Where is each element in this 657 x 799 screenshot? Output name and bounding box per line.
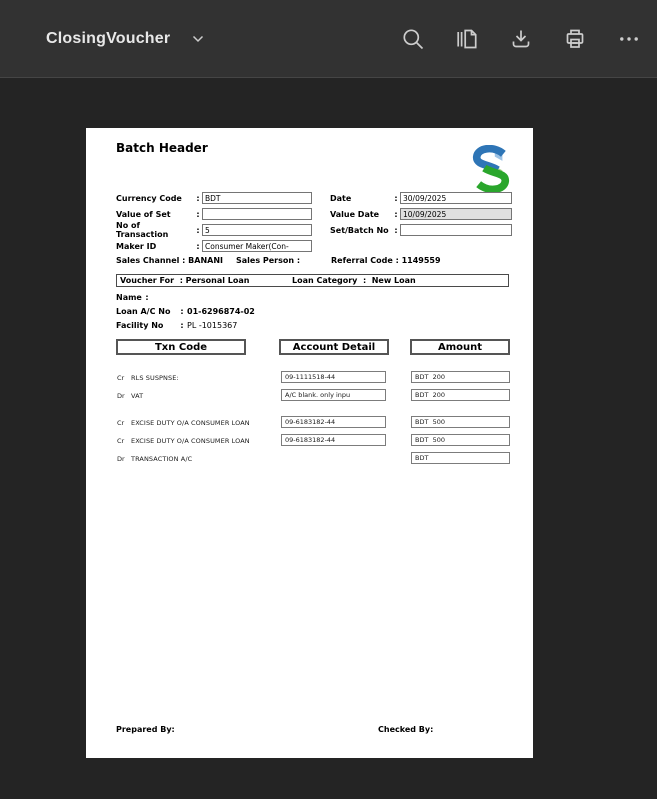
referral-code-text: Referral Code : 1149559 <box>331 256 441 265</box>
info-label: Facility No <box>116 320 164 330</box>
facility-no-value: PL -1015367 <box>187 320 238 330</box>
standard-chartered-logo <box>472 145 510 197</box>
checked-by-label: Checked By: <box>378 725 434 734</box>
info-label: Name <box>116 292 142 302</box>
search-button[interactable] <box>400 26 426 52</box>
field-label: Value Date <box>330 209 380 219</box>
account-detail-input[interactable]: 09-1111518-44 <box>281 371 386 383</box>
loan-ac-no-value: 01-6296874-02 <box>187 306 255 316</box>
field-label: Date <box>330 193 352 203</box>
info-row-facility-no <box>116 319 237 331</box>
bank-logo-icon <box>472 145 510 193</box>
drcr-indicator: Dr <box>117 455 125 463</box>
info-row-loan-ac-no <box>116 305 255 317</box>
pdf-page <box>86 128 533 758</box>
txn-name: EXCISE DUTY O/A CONSUMER LOAN <box>131 419 250 427</box>
field-value-date <box>330 208 512 220</box>
sales-person-text: Sales Person : <box>236 256 301 265</box>
download-icon <box>509 27 533 51</box>
separator: : <box>394 209 398 219</box>
separator: : <box>180 320 184 330</box>
amount-input[interactable]: BDT <box>411 452 510 464</box>
prepared-by-label: Prepared By: <box>116 725 175 734</box>
field-label: Value of Set <box>116 209 171 219</box>
txn-name: VAT <box>131 392 144 400</box>
field-label: No of Transaction <box>116 221 169 239</box>
header-amount: Amount <box>410 339 510 355</box>
print-icon <box>563 27 587 51</box>
amount-input[interactable]: BDT 200 <box>411 389 510 401</box>
account-detail-input[interactable]: 09-6183182-44 <box>281 416 386 428</box>
search-icon <box>401 27 425 51</box>
set-batch-no-input[interactable] <box>400 224 512 236</box>
separator: : <box>180 306 184 316</box>
separator: : <box>145 292 149 302</box>
field-label: Set/Batch No <box>330 225 389 235</box>
loan-category-text: Loan Category : New Loan <box>292 276 416 285</box>
txn-name: TRANSACTION A/C <box>131 455 193 463</box>
account-detail-input[interactable]: A/C blank. only inpu <box>281 389 386 401</box>
info-label: Loan A/C No <box>116 306 171 316</box>
separator: : <box>196 225 200 235</box>
pdf-viewer-toolbar <box>0 0 657 78</box>
info-row-name <box>116 291 152 303</box>
header-txn-code: Txn Code <box>116 339 246 355</box>
date-input[interactable]: 30/09/2025 <box>400 192 512 204</box>
header-account-detail: Account Detail <box>279 339 389 355</box>
field-label: Maker ID <box>116 241 157 251</box>
field-set-batch-no <box>330 224 512 236</box>
maker-id-input[interactable]: Consumer Maker(Con- <box>202 240 312 252</box>
chevron-down-icon <box>192 35 204 43</box>
table-row <box>86 389 533 402</box>
download-button[interactable] <box>508 26 534 52</box>
more-icon <box>617 27 641 51</box>
value-of-set-input[interactable] <box>202 208 312 220</box>
txn-name: RLS SUSPNSE: <box>131 374 179 382</box>
table-row <box>86 371 533 384</box>
table-row <box>86 434 533 447</box>
account-detail-input[interactable]: 09-6183182-44 <box>281 434 386 446</box>
separator: : <box>196 241 200 251</box>
drcr-indicator: Dr <box>117 392 125 400</box>
separator: : <box>394 193 398 203</box>
field-maker-id <box>116 240 312 252</box>
table-row <box>86 416 533 429</box>
drcr-indicator: Cr <box>117 437 125 445</box>
toolbar-actions <box>400 26 657 52</box>
pages-icon <box>455 27 479 51</box>
drcr-indicator: Cr <box>117 419 125 427</box>
print-button[interactable] <box>562 26 588 52</box>
more-options-button[interactable] <box>616 26 642 52</box>
page-title: Batch Header <box>116 141 208 155</box>
sales-channel-text: Sales Channel : BANANI <box>116 256 224 265</box>
field-currency-code <box>116 192 312 204</box>
currency-code-input[interactable]: BDT <box>202 192 312 204</box>
drcr-indicator: Cr <box>117 374 125 382</box>
sales-row <box>86 256 533 268</box>
separator: : <box>394 225 398 235</box>
separator: : <box>196 193 200 203</box>
voucher-for-text: Voucher For : Personal Loan <box>120 276 250 285</box>
field-label: Currency Code <box>116 193 182 203</box>
amount-input[interactable]: BDT 500 <box>411 434 510 446</box>
field-value-of-set <box>116 208 312 220</box>
separator: : <box>196 209 200 219</box>
document-viewport[interactable] <box>0 78 657 799</box>
voucher-for-box <box>116 274 509 287</box>
field-no-of-transaction <box>116 221 312 239</box>
field-date <box>330 192 512 204</box>
amount-input[interactable]: BDT 200 <box>411 371 510 383</box>
amount-input[interactable]: BDT 500 <box>411 416 510 428</box>
page-thumbnails-button[interactable] <box>454 26 480 52</box>
value-date-input[interactable]: 10/09/2025 <box>400 208 512 220</box>
txn-name: EXCISE DUTY O/A CONSUMER LOAN <box>131 437 250 445</box>
document-title: ClosingVoucher <box>46 29 171 47</box>
table-row <box>86 452 533 465</box>
title-dropdown[interactable] <box>192 35 204 43</box>
no-of-transaction-input[interactable]: 5 <box>202 224 312 236</box>
